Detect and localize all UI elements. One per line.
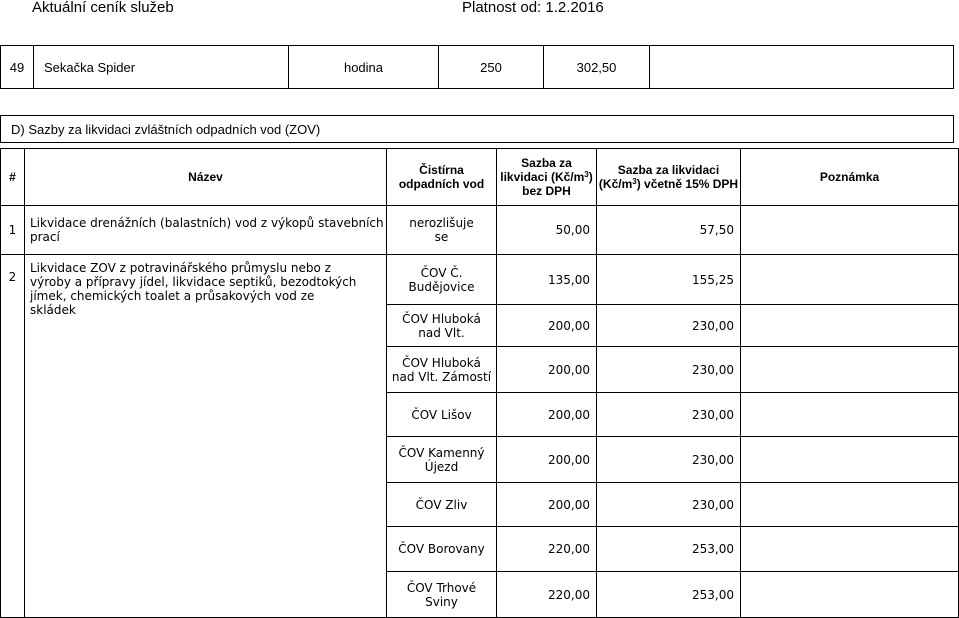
document-header [0, 0, 959, 15]
row-rate: 200,00 [497, 483, 597, 527]
row-rate-vat: 230,00 [597, 347, 741, 393]
row-rate-vat: 230,00 [597, 437, 741, 483]
row-rate: 135,00 [497, 255, 597, 305]
row-note [741, 572, 959, 618]
row-note [741, 437, 959, 483]
row-number: 2 [1, 255, 25, 618]
row-unit: hodina [289, 46, 439, 89]
row-plant: ČOV Borovany [387, 527, 497, 572]
row-note [741, 527, 959, 572]
col-header-plant: Čistírna odpadních vod [387, 149, 497, 206]
row-note [741, 483, 959, 527]
row-number: 1 [1, 206, 25, 255]
row-rate: 200,00 [497, 437, 597, 483]
row-rate: 200,00 [497, 393, 597, 437]
row-note [741, 305, 959, 347]
row-name: Likvidace drenážních (balastních) vod z výkopů stavebních prací [25, 206, 387, 255]
row-rate: 220,00 [497, 572, 597, 618]
document-title: Aktuální ceník služeb [32, 0, 174, 16]
row-plant: ČOV Zliv [387, 483, 497, 527]
col-header-rate-vat: Sazba za likvidaci $(Kč/m^3)$ včetně 15% DPH [597, 149, 741, 206]
col-header-num: # [1, 149, 25, 206]
row-note [650, 46, 954, 89]
row-plant: nerozlišuje se [387, 206, 497, 255]
table-row [1, 206, 959, 255]
row-plant: ČOV Hluboká nad Vlt. [387, 305, 497, 347]
validity-date: Platnost od: 1.2.2016 [462, 0, 604, 16]
row-name: Likvidace ZOV z potravinářského průmyslu nebo z výroby a přípravy jídel, likvidace septiků, bezodtokých jímek, chemických toalet a průsakových vod ze skládek [25, 255, 387, 618]
row-plant: ČOV Hluboká nad Vlt. Zámostí [387, 347, 497, 393]
row-rate-vat: 230,00 [597, 483, 741, 527]
row-plant: ČOV Trhové Sviny [387, 572, 497, 618]
row-name: Sekačka Spider [34, 46, 289, 89]
service-row-table [0, 45, 954, 89]
col-header-name: Název [25, 149, 387, 206]
table-header-row [1, 149, 959, 206]
row-note [741, 393, 959, 437]
row-rate: 200,00 [497, 305, 597, 347]
row-rate: 50,00 [497, 206, 597, 255]
row-note [741, 206, 959, 255]
row-plant: ČOV Kamenný Újezd [387, 437, 497, 483]
section-title: D) Sazby za likvidaci zvláštních odpadních vod (ZOV) [1, 116, 954, 143]
table-row [1, 255, 959, 305]
row-rate-vat: 155,25 [597, 255, 741, 305]
row-note [741, 347, 959, 393]
row-price-vat: 302,50 [544, 46, 650, 89]
row-note [741, 255, 959, 305]
row-plant: ČOV Lišov [387, 393, 497, 437]
row-rate: 220,00 [497, 527, 597, 572]
col-header-note: Poznámka [741, 149, 959, 206]
row-rate-vat: 57,50 [597, 206, 741, 255]
rates-table [0, 148, 959, 618]
row-rate-vat: 253,00 [597, 527, 741, 572]
row-rate-vat: 230,00 [597, 393, 741, 437]
section-title-table [0, 115, 954, 143]
table-row [1, 46, 954, 89]
row-plant: ČOV Č. Budějovice [387, 255, 497, 305]
col-header-rate: Sazba za likvidaci $(Kč/m^3)$ bez DPH [497, 149, 597, 206]
row-rate-vat: 253,00 [597, 572, 741, 618]
row-rate-vat: 230,00 [597, 305, 741, 347]
row-number: 49 [1, 46, 34, 89]
row-rate: 200,00 [497, 347, 597, 393]
row-price: 250 [439, 46, 544, 89]
